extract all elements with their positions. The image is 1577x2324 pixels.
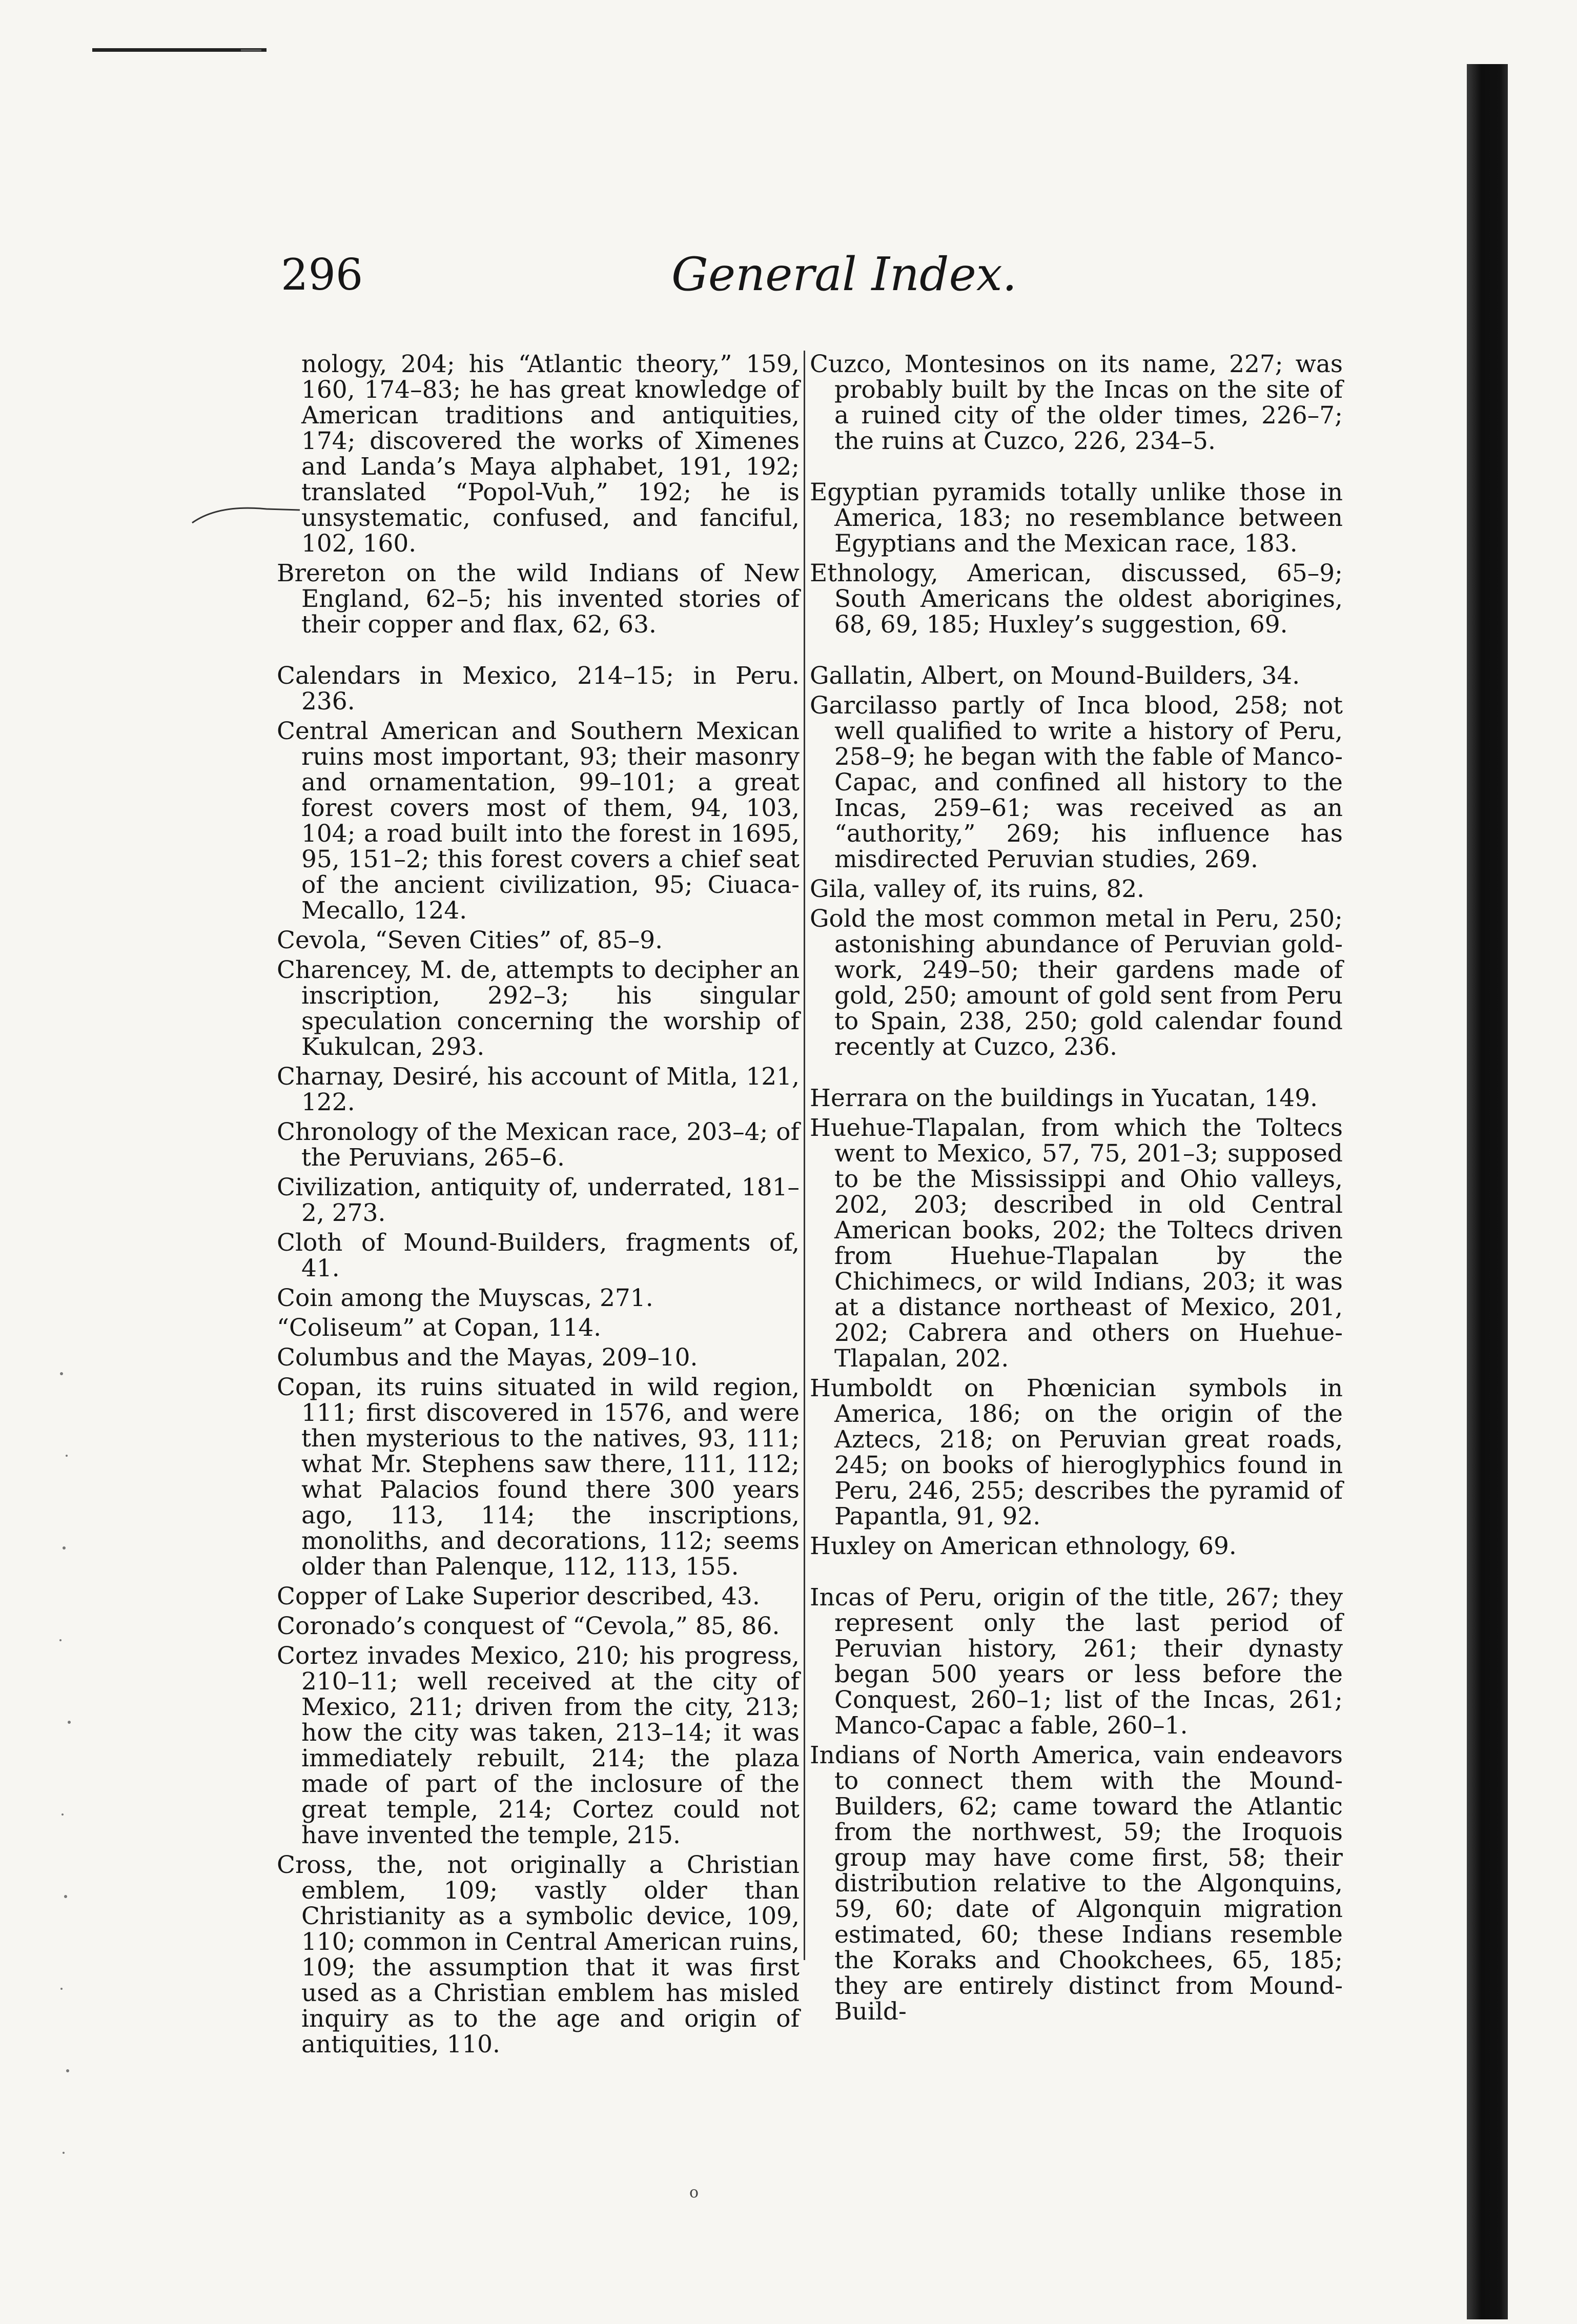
index-entry: Egyptian pyramids totally unlike those in America, 183; no resemblance between Egyptians and the Mexican race, 183. bbox=[810, 478, 1343, 558]
book-spine-shadow bbox=[1467, 64, 1508, 2319]
index-entry: Copan, its ruins situated in wild region, 111; first discovered in 1576, and were then mysterious to the natives, 93, 111; what Mr. Stephens saw there, 111, 112; what Palacios found there 300 years ago, 113, 114; the inscriptions, monoliths, and decorations, 112; seems older than Palenque, 112, 113, 155. bbox=[277, 1373, 800, 1581]
index-entry: Coronado’s conquest of “Cevola,” 85, 86. bbox=[277, 1612, 780, 1640]
index-entry: Herrara on the buildings in Yucatan, 149. bbox=[810, 1084, 1318, 1112]
index-entry: Humboldt on Phœnician symbols in America, 186; on the origin of the Aztecs, 218; on Peruvian great roads, 245; on books of hieroglyphics found in Peru, 246, 255; describes the pyramid of Papantla, 91, 92. bbox=[810, 1374, 1343, 1531]
index-entry: Gallatin, Albert, on Mound-Builders, 34. bbox=[810, 662, 1300, 690]
index-entry: Coin among the Muyscas, 271. bbox=[277, 1284, 653, 1312]
index-entry: Huehue-Tlapalan, from which the Toltecs went to Mexico, 57, 75, 201–3; supposed to be the Mississippi and Ohio valleys, 202, 203; described in old Central American books, 202; the Toltecs driven from Huehue-Tlapalan by the Chichimecs, or wild Indians, 203; it was at a distance northeast of Mexico, 201, 202; Cabrera and others on Huehue-Tlapalan, 202. bbox=[810, 1114, 1343, 1373]
index-entry: Huxley on American ethnology, 69. bbox=[810, 1532, 1237, 1560]
index-column-left bbox=[277, 348, 800, 2058]
index-entry: Cuzco, Montesinos on its name, 227; was probably built by the Incas on the site of a ruined city of the older times, 226–7; the ruins at Cuzco, 226, 234–5. bbox=[810, 350, 1343, 455]
index-entry: Incas of Peru, origin of the title, 267; they represent only the last period of Peruvian history, 261; their dynasty began 500 years or less before the Conquest, 260–1; list of the Incas, 261; Manco-Capac a fable, 260–1. bbox=[810, 1583, 1343, 1740]
index-entry: “Coliseum” at Copan, 114. bbox=[277, 1314, 602, 1342]
index-entry: Calendars in Mexico, 214–15; in Peru. 236. bbox=[277, 662, 800, 716]
index-entry: Gila, valley of, its ruins, 82. bbox=[810, 875, 1145, 903]
index-column-right bbox=[810, 348, 1343, 2026]
index-entry: nology, 204; his “Atlantic theory,” 159, 160, 174–83; he has great knowledge of American traditions and antiquities, 174; discovered the works of Ximenes and Landa’s Maya alphabet, 191, 192; translated “Popol-Vuh,” 192; he is unsystematic, confused, and fanciful, 102, 160. bbox=[301, 350, 800, 558]
index-entry: Central American and Southern Mexican ruins most important, 93; their masonry and ornamentation, 99–101; a great forest covers most of them, 94, 103, 104; a road built into the forest in 1695, 95, 151–2; this forest covers a chief seat of the ancient civilization, 95; Ciuaca-Mecallo, 124. bbox=[277, 717, 800, 925]
top-rule bbox=[92, 48, 267, 52]
running-head: General Index. bbox=[671, 248, 1017, 301]
index-entry: Gold the most common metal in Peru, 250; astonishing abundance of Peruvian gold-work, 249–50; their gardens made of gold, 250; amount of gold sent from Peru to Spain, 238, 250; gold calendar found recently at Cuzco, 236. bbox=[810, 905, 1343, 1061]
index-entry: Civilization, antiquity of, underrated, 181–2, 273. bbox=[277, 1173, 800, 1227]
index-entry: Garcilasso partly of Inca blood, 258; not well qualified to write a history of Peru, 258–9; he began with the fable of Manco-Capac, and confined all history to the Incas, 259–61; was received as an “authority,” 269; his influence has misdirected Peruvian studies, 269. bbox=[810, 691, 1343, 873]
index-entry: Copper of Lake Superior described, 43. bbox=[277, 1582, 760, 1611]
index-entry: Indians of North America, vain endeavors to connect them with the Mound-Builders, 62; came toward the Atlantic from the northwest, 59; the Iroquois group may have come first, 58; their distribution relative to the Algonquins, 59, 60; date of Algonquin migration estimated, 60; these Indians resemble the Koraks and Chookchees, 65, 185; they are entirely distinct from Mound-Build- bbox=[810, 1741, 1343, 2026]
page-number: 296 bbox=[281, 250, 363, 300]
index-entry: Chronology of the Mexican race, 203–4; of the Peruvians, 265–6. bbox=[277, 1118, 800, 1172]
index-entry: Ethnology, American, discussed, 65–9; South Americans the oldest aborigines, 68, 69, 185; Huxley’s suggestion, 69. bbox=[810, 559, 1343, 639]
top-rule-tail bbox=[241, 49, 261, 51]
index-entry: Cevola, “Seven Cities” of, 85–9. bbox=[277, 926, 663, 954]
index-entry: Cloth of Mound-Builders, fragments of, 41. bbox=[277, 1229, 800, 1282]
index-entry: Cortez invades Mexico, 210; his progress, 210–11; well received at the city of Mexico, 211; driven from the city, 213; how the city was taken, 213–14; it was immediately rebuilt, 214; the plaza made of part of the inclosure of the great temple, 214; Cortez could not have invented the temple, 215. bbox=[277, 1642, 800, 1849]
index-entry: Columbus and the Mayas, 209–10. bbox=[277, 1343, 698, 1372]
footer-mark: o bbox=[689, 2184, 699, 2201]
margin-stain-icon bbox=[46, 1333, 82, 2255]
index-entry: Charnay, Desiré, his account of Mitla, 121, 122. bbox=[277, 1063, 800, 1116]
column-divider bbox=[804, 351, 805, 1960]
index-entry: Charencey, M. de, attempts to decipher an inscription, 292–3; his singular speculation concerning the worship of Kukulcan, 293. bbox=[277, 956, 800, 1061]
index-entry: Cross, the, not originally a Christian emblem, 109; vastly older than Christianity as a symbolic device, 109, 110; common in Central American ruins, 109; the assumption that it was first used as a Christian emblem has misled inquiry as to the age and origin of antiquities, 110. bbox=[277, 1851, 800, 2058]
index-entry: Brereton on the wild Indians of New England, 62–5; his invented stories of their copper and flax, 62, 63. bbox=[277, 559, 800, 639]
